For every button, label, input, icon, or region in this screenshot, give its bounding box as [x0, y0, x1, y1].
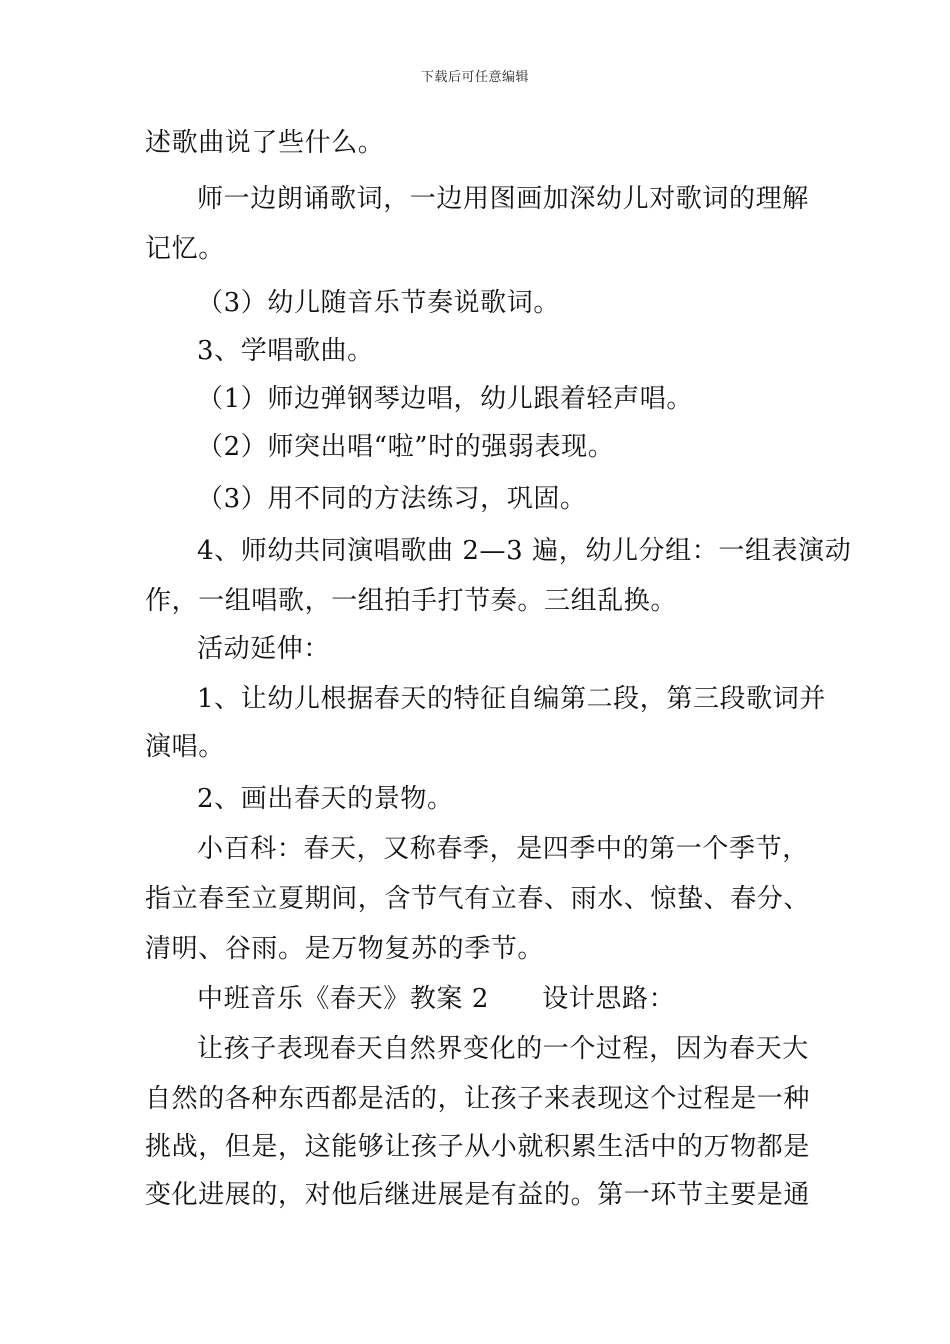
text-line: 让孩子表现春天自然界变化的一个过程，因为春天大 [197, 1034, 809, 1064]
text-line: 师一边朗诵歌词，一边用图画加深幼儿对歌词的理解 [197, 184, 809, 214]
text-line: 3、学唱歌曲。 [197, 336, 374, 366]
text-line: 小百科：春天，又称春季，是四季中的第一个季节， [197, 834, 809, 864]
text-line: 变化进展的，对他后继进展是有益的。第一环节主要是通 [145, 1180, 811, 1210]
text-line: 2、画出春天的景物。 [197, 784, 454, 814]
text-line: （3）幼儿随音乐节奏说歌词。 [197, 288, 560, 318]
text-line: 1、让幼儿根据春天的特征自编第二段，第三段歌词并 [197, 684, 826, 714]
text-line: 作，一组唱歌，一组拍手打节奏。三组乱换。 [145, 586, 678, 616]
text-line: （1）师边弹钢琴边唱，幼儿跟着轻声唱。 [197, 384, 693, 414]
text-line: （3）用不同的方法练习，巩固。 [197, 484, 587, 514]
text-line: 记忆。 [145, 234, 225, 264]
text-line: 挑战，但是，这能够让孩子从小就积累生活中的万物都是 [145, 1132, 811, 1162]
text-line: 清明、谷雨。是万物复苏的季节。 [145, 934, 545, 964]
text-line: 述歌曲说了些什么。 [145, 128, 385, 158]
text-line: 自然的各种东西都是活的，让孩子来表现这个过程是一种 [145, 1084, 811, 1114]
text-line: 4、师幼共同演唱歌曲 2—3 遍，幼儿分组：一组表演动 [197, 536, 852, 566]
text-line: 活动延伸： [197, 634, 331, 664]
section-heading: 中班音乐《春天》教案 2 设计思路： [197, 984, 676, 1014]
page-header: 下载后可任意编辑 [420, 70, 529, 85]
text-line: （2）师突出唱“啦”时的强弱表现。 [197, 432, 615, 462]
text-line: 演唱。 [145, 732, 225, 762]
text-line: 指立春至立夏期间，含节气有立春、雨水、惊蛰、春分、 [145, 884, 811, 914]
